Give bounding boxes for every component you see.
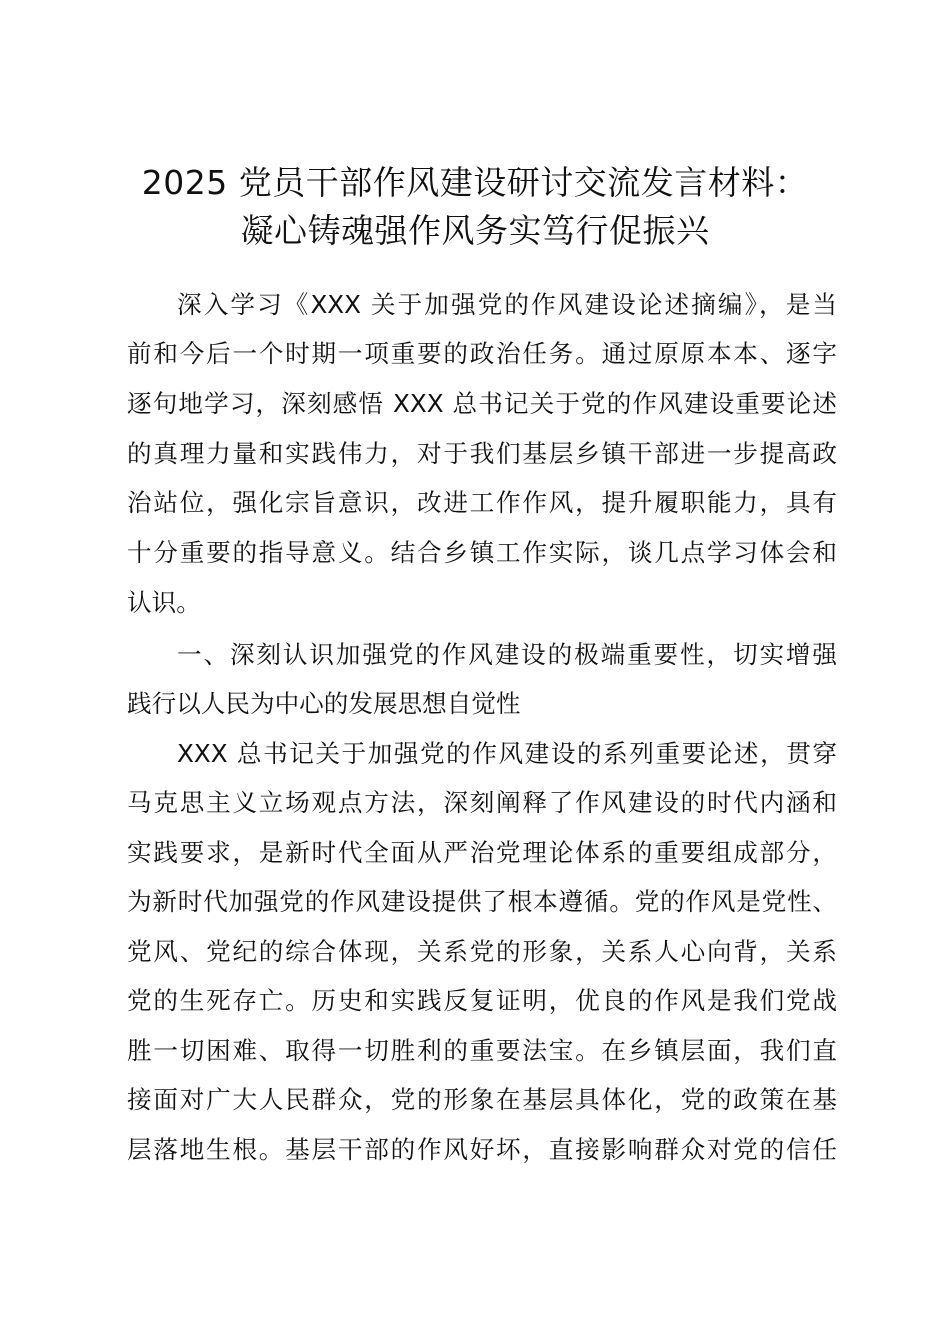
paragraph-1-line-5: 治站位，强化宗旨意识，改进工作作风，提升履职能力，具有 <box>127 488 837 517</box>
paragraph-2-line-8: 接面对广大人民群众，党的形象在基层具体化，党的政策在基 <box>127 1085 837 1114</box>
document-title-line-1: 2025 党员干部作风建设研讨交流发言材料： <box>141 163 809 202</box>
paragraph-2-line-6: 党的生死存亡。历史和实践反复证明，优良的作风是我们党战 <box>127 986 837 1015</box>
document-title-line-2: 凝心铸魂强作风务实笃行促振兴 <box>240 211 710 250</box>
section-heading-1-line-1: 一、深刻认识加强党的作风建设的极端重要性，切实增强 <box>177 640 837 669</box>
paragraph-2-line-3: 实践要求，是新时代全面从严治党理论体系的重要组成部分， <box>127 838 837 867</box>
paragraph-1-line-7: 认识。 <box>127 588 201 617</box>
paragraph-1-line-1: 深入学习《XXX 关于加强党的作风建设论述摘编》，是当 <box>177 290 837 319</box>
paragraph-1-line-2: 前和今后一个时期一项重要的政治任务。通过原原本本、逐字 <box>127 339 837 368</box>
paragraph-2-line-7: 胜一切困难、取得一切胜利的重要法宝。在乡镇层面，我们直 <box>127 1036 837 1065</box>
paragraph-1-line-3: 逐句地学习，深刻感悟 XXX 总书记关于党的作风建设重要论述 <box>127 389 837 418</box>
paragraph-1-line-4: 的真理力量和实践伟力，对于我们基层乡镇干部进一步提高政 <box>127 439 837 468</box>
paragraph-1-line-6: 十分重要的指导意义。结合乡镇工作实际，谈几点学习体会和 <box>127 538 837 567</box>
paragraph-2-line-9: 层落地生根。基层干部的作风好坏，直接影响群众对党的信任 <box>127 1135 837 1164</box>
paragraph-2-line-4: 为新时代加强党的作风建设提供了根本遵循。党的作风是党性、 <box>127 887 837 916</box>
paragraph-2-line-1: XXX 总书记关于加强党的作风建设的系列重要论述，贯穿 <box>177 739 837 768</box>
paragraph-2-line-5: 党风、党纪的综合体现，关系党的形象，关系人心向背，关系 <box>127 937 837 966</box>
paragraph-2-line-2: 马克思主义立场观点方法，深刻阐释了作风建设的时代内涵和 <box>127 788 837 817</box>
section-heading-1-line-2: 践行以人民为中心的发展思想自觉性 <box>127 689 521 718</box>
